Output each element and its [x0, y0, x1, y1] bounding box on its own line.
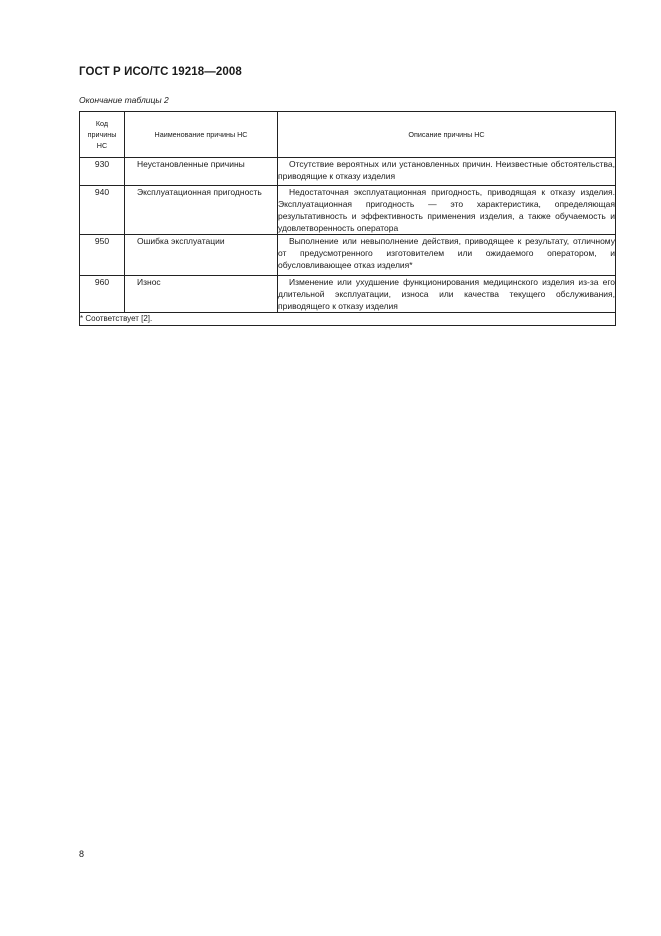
table-row	[80, 235, 616, 276]
document-standard-title: ГОСТ Р ИСО/ТС 19218—2008	[79, 66, 242, 78]
page-number: 8	[79, 849, 85, 859]
cell-name-text: Ошибка эксплуатации	[137, 236, 225, 246]
cell-description	[278, 186, 616, 235]
cell-code: 930	[80, 158, 125, 186]
table-caption: Окончание таблицы 2	[79, 95, 169, 105]
cell-description-text: Недостаточная эксплуатационная пригодность, приводящая к отказу изделия. Эксплуатационная пригодность — это характеристика, определяющая результативность и эффективность применения изделия, а также обучаемость и удовлетворенность оператора	[278, 187, 615, 233]
cell-name	[125, 235, 278, 276]
table-row	[80, 186, 616, 235]
cell-code: 960	[80, 276, 125, 313]
cell-code: 940	[80, 186, 125, 235]
cell-name-text: Эксплуатационная пригодность	[137, 187, 262, 197]
cell-description	[278, 276, 616, 313]
table-footnote: * Соответствует [2].	[80, 313, 616, 326]
causes-table	[79, 111, 616, 326]
cell-name-text: Износ	[137, 277, 161, 287]
cell-name	[125, 186, 278, 235]
cell-name	[125, 158, 278, 186]
column-header-code: Код причины НС	[80, 112, 125, 158]
cell-name	[125, 276, 278, 313]
cell-description-text: Отсутствие вероятных или установленных причин. Неизвестные обстоятельства, приводящие к отказу изделия	[278, 159, 615, 181]
cell-code: 950	[80, 235, 125, 276]
column-header-description: Описание причины НС	[278, 112, 616, 158]
cell-description-text: Изменение или ухудшение функционирования медицинского изделия из-за его длительной эксплуатации, износа или качества текущего обслуживания, приводящего к отказу изделия	[278, 277, 615, 311]
table-row	[80, 276, 616, 313]
cell-description	[278, 235, 616, 276]
column-header-name: Наименование причины НС	[125, 112, 278, 158]
cell-description-text: Выполнение или невыполнение действия, приводящее к результату, отличному от предусмотренного изготовителем или ожидаемого оператором, и обусловливающее отказ изделия*	[278, 236, 615, 270]
table-header	[80, 112, 616, 158]
table-footnote-row	[80, 313, 616, 326]
cell-name-text: Неустановленные причины	[137, 159, 245, 169]
table-row	[80, 158, 616, 186]
cell-description	[278, 158, 616, 186]
